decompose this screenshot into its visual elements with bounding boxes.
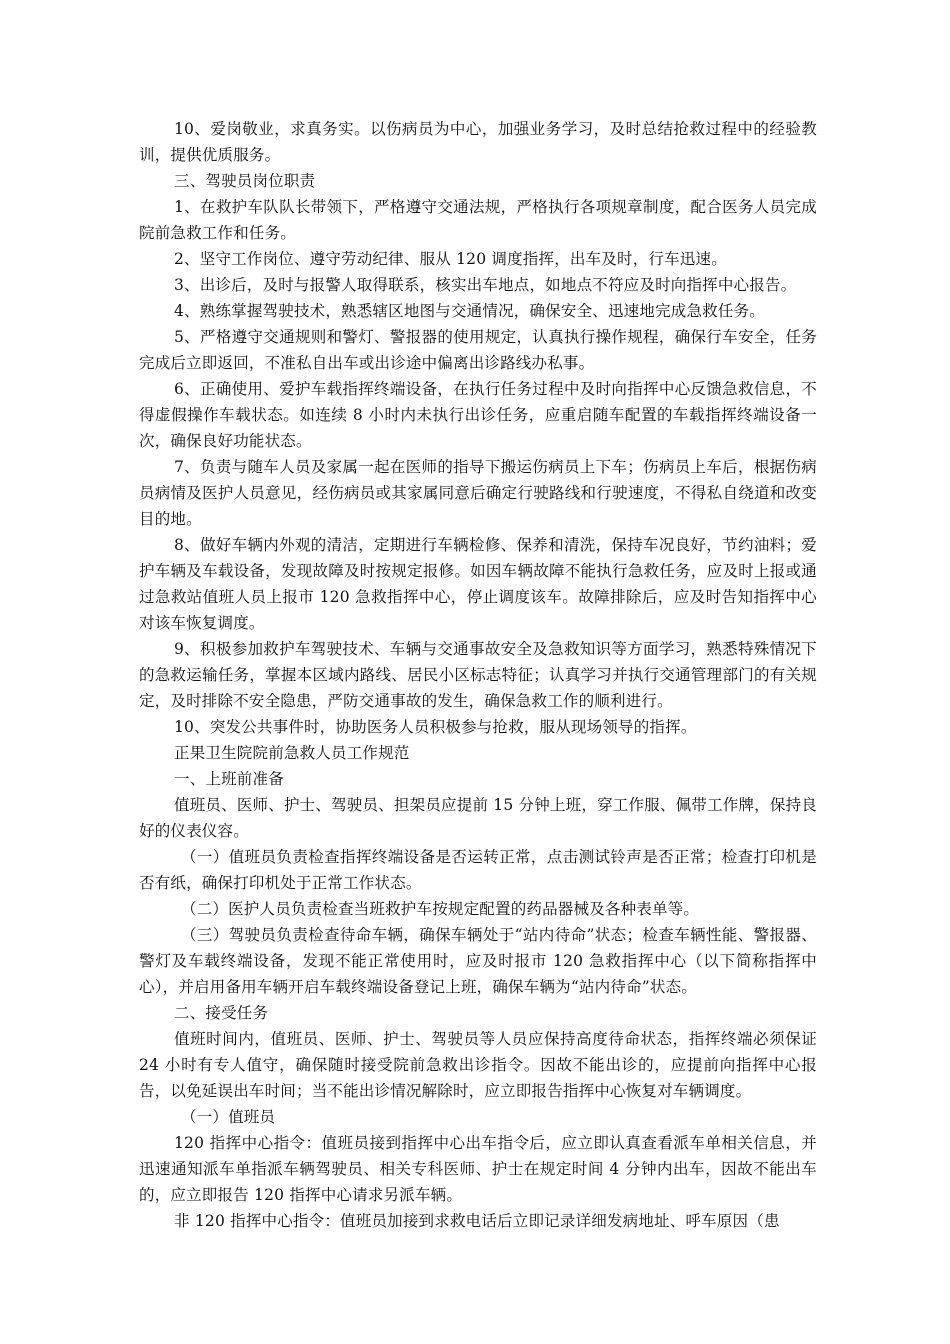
paragraph-pre-shift-item-2: （二）医护人员负责检查当班救护车按规定配置的药品器械及各种表单等。 <box>181 900 700 918</box>
paragraph-driver-duty-8: 8、做好车辆内外观的清洁，定期进行车辆检修、保养和清洗，保持车况良好，节约油料；爱护车辆及车载设备，发现故障及时按规定报修。如因车辆故障不能执行急救任务，应及时上报或通过急救站值班人员上报市 120 急救指挥中心，停止调度该车。故障排除后，应及时告知指挥中心对该车恢复调度。 <box>139 536 817 632</box>
paragraph-driver-duty-7: 7、负责与随车人员及家属一起在医师的指导下搬运伤病员上下车；伤病员上车后，根据伤病员病情及医护人员意见，经伤病员或其家属同意后确定行驶路线和行驶速度，不得私自绕道和改变目的地。 <box>139 458 817 528</box>
paragraph-duty-10: 10、爱岗敬业，求真务实。以伤病员为中心，加强业务学习，及时总结抢救过程中的经验教训，提供优质服务。 <box>139 120 817 164</box>
section-heading-driver-duties: 三、驾驶员岗位职责 <box>174 172 316 190</box>
paragraph-driver-duty-4: 4、熟练掌握驾驶技术，熟悉辖区地图与交通情况，确保安全、迅速地完成急救任务。 <box>174 302 765 320</box>
paragraph-accept-task: 值班时间内，值班员、医师、护士、驾驶员等人员应保持高度待命状态，指挥终端必须保证 24 小时有专人值守，确保随时接受院前急救出诊指令。因故不能出诊的，应提前向指挥中心报告，以免延误出车时间；当不能出诊情况解除时，应立即报告指挥中心恢复对车辆调度。 <box>139 1030 817 1100</box>
document-section-title: 正果卫生院院前急救人员工作规范 <box>174 744 410 762</box>
paragraph-driver-duty-2: 2、坚守工作岗位、遵守劳动纪律、服从 120 调度指挥，出车及时，行车迅速。 <box>174 250 727 268</box>
subheading-duty-officer: （一）值班员 <box>181 1108 276 1126</box>
paragraph-pre-shift-item-3: （三）驾驶员负责检查待命车辆，确保车辆处于“站内待命”状态；检查车辆性能、警报器、警灯及车载终端设备，发现不能正常使用时，应及时报市 120 急救指挥中心（以下简称指挥中心），并启用备用车辆开启车载终端设备登记上班，确保车辆为“站内待命”状态。 <box>139 926 817 996</box>
paragraph-driver-duty-5: 5、严格遵守交通规则和警灯、警报器的使用规定，认真执行操作规程，确保行车安全，任务完成后立即返回，不准私自出车或出诊途中偏离出诊路线办私事。 <box>139 328 817 372</box>
paragraph-driver-duty-3: 3、出诊后，及时与报警人取得联系，核实出车地点，如地点不符应及时向指挥中心报告。 <box>174 276 797 294</box>
section-heading-pre-shift: 一、上班前准备 <box>174 770 284 788</box>
paragraph-pre-shift-item-1: （一）值班员负责检查指挥终端设备是否运转正常，点击测试铃声是否正常；检查打印机是否有纸，确保打印机处于正常工作状态。 <box>139 848 817 892</box>
document-body <box>139 116 817 1234</box>
paragraph-driver-duty-6: 6、正确使用、爱护车载指挥终端设备，在执行任务过程中及时向指挥中心反馈急救信息，不得虚假操作车载状态。如连续 8 小时内未执行出诊任务，应重启随车配置的车载指挥终端设备一次，确保良好功能状态。 <box>139 380 817 450</box>
paragraph-120-command: 120 指挥中心指令：值班员接到指挥中心出车指令后，应立即认真查看派车单相关信息，并迅速通知派车单指派车辆驾驶员、相关专科医师、护士在规定时间 4 分钟内出车，因故不能出车的，应立即报告 120 指挥中心请求另派车辆。 <box>139 1134 817 1204</box>
paragraph-pre-shift: 值班员、医师、护士、驾驶员、担架员应提前 15 分钟上班，穿工作服、佩带工作牌，保持良好的仪表仪容。 <box>139 796 817 840</box>
paragraph-driver-duty-10: 10、突发公共事件时，协助医务人员积极参与抢救，服从现场领导的指挥。 <box>174 718 697 736</box>
section-heading-accept-task: 二、接受任务 <box>174 1004 269 1022</box>
paragraph-non-120-command: 非 120 指挥中心指令：值班员加接到求救电话后立即记录详细发病地址、呼车原因（患 <box>174 1212 780 1230</box>
paragraph-driver-duty-9: 9、积极参加救护车驾驶技术、车辆与交通事故安全及急救知识等方面学习，熟悉特殊情况下的急救运输任务，掌握本区域内路线、居民小区标志特征；认真学习并执行交通管理部门的有关规定，及时排除不安全隐患，严防交通事故的发生，确保急救工作的顺利进行。 <box>139 640 817 710</box>
paragraph-driver-duty-1: 1、在救护车队队长带领下，严格遵守交通法规，严格执行各项规章制度，配合医务人员完成院前急救工作和任务。 <box>139 198 817 242</box>
